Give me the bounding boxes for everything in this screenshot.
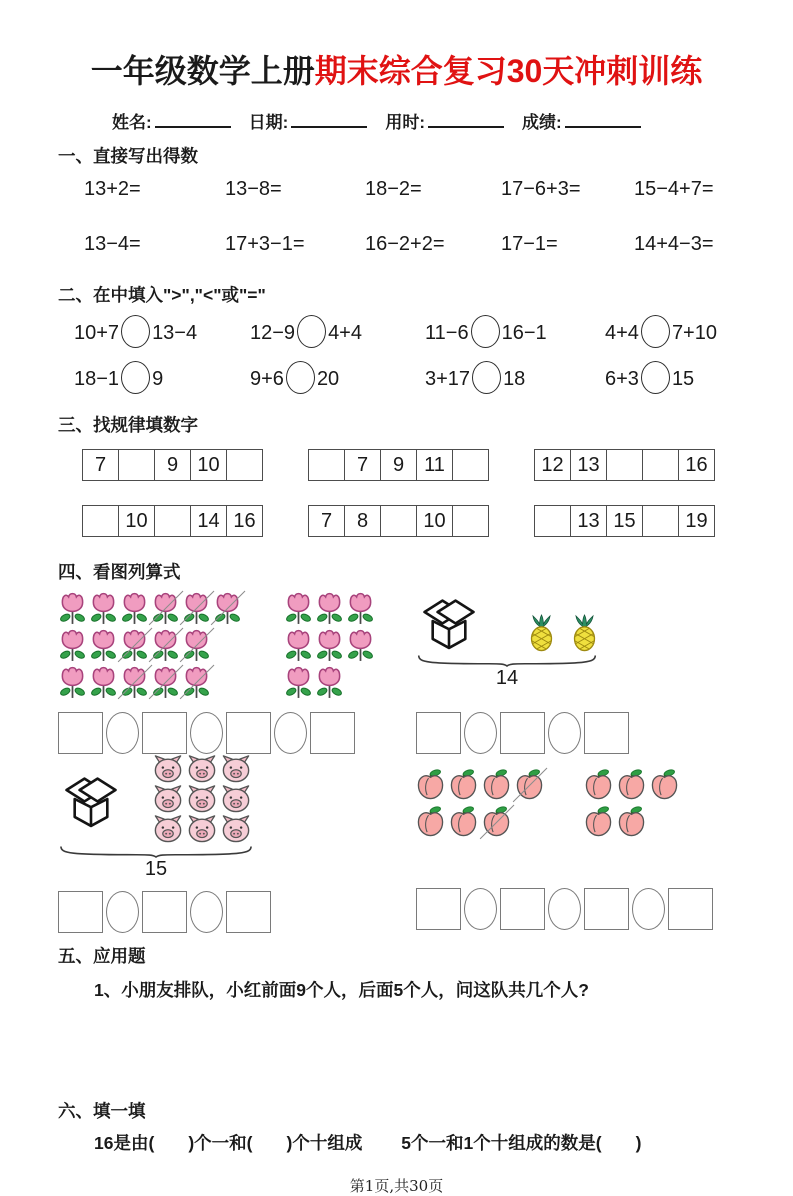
pattern-cell: 7: [309, 506, 345, 537]
peach-row: [416, 805, 544, 838]
info-field-0: [112, 108, 231, 133]
answer-circle[interactable]: [464, 712, 497, 754]
section2-heading: 二、在中填入">","<"或"=": [58, 285, 266, 305]
answer-box[interactable]: [584, 888, 629, 930]
equation-row: [84, 178, 735, 201]
comparison-answer-circle[interactable]: [297, 315, 326, 348]
tulip-icon: [58, 627, 87, 663]
tulip-row: [284, 664, 375, 700]
answer-box[interactable]: [226, 891, 271, 933]
comparison-right-expression: 7+10: [671, 322, 717, 344]
answer-circle[interactable]: [106, 891, 139, 933]
comparison-row: [74, 315, 735, 348]
comparison-item: [425, 361, 605, 394]
tulips-body: [58, 590, 375, 702]
pattern-cell: 9: [155, 450, 191, 481]
tulip-icon: [89, 590, 118, 626]
comparison-right-expression: 4+4: [328, 322, 362, 344]
tulip-row: [58, 664, 242, 700]
tulip-row: [284, 627, 375, 663]
pattern-table-row: [82, 449, 715, 481]
equation: 13+2=: [84, 178, 141, 200]
equation: 17−1=: [501, 233, 558, 255]
peach-icon: [584, 805, 613, 838]
brace-total-label: 14: [495, 667, 519, 689]
pattern-cell: 19: [679, 506, 715, 537]
peach-right-group: [584, 768, 679, 838]
pig-icon: [186, 814, 220, 843]
peach-row: [584, 805, 679, 838]
comparison-item: [250, 315, 425, 348]
pattern-cell-empty[interactable]: [535, 506, 571, 537]
pattern-cell-empty[interactable]: [643, 450, 679, 481]
tulip-icon: [315, 590, 344, 626]
comparison-right-expression: 13−4: [152, 322, 198, 344]
peach-groups: [416, 768, 679, 838]
tulip-icon: [151, 664, 180, 700]
figure-tulips: [58, 590, 388, 754]
comparison-right-expression: 20: [316, 368, 340, 390]
info-blank[interactable]: [291, 110, 367, 128]
peach-icon: [617, 768, 646, 801]
comparison-right-expression: 15: [671, 368, 695, 390]
peach-icon: [650, 768, 679, 801]
comparison-left-expression: 12−9: [250, 322, 296, 344]
answer-box[interactable]: [584, 712, 629, 754]
pattern-cell: 8: [345, 506, 381, 537]
section6-line: 16是由( )个一和( )个十组成 5个一和1个十组成的数是( ): [94, 1133, 642, 1153]
comparison-answer-circle[interactable]: [641, 315, 670, 348]
equation: 17+3−1=: [225, 233, 305, 255]
section1-heading: 一、直接写出得数: [58, 146, 198, 166]
answer-circle[interactable]: [190, 712, 223, 754]
box-icon: [416, 590, 482, 652]
pattern-table: [82, 449, 263, 481]
answer-box[interactable]: [668, 888, 713, 930]
comparison-answer-circle[interactable]: [471, 315, 500, 348]
equation: 15−4+7=: [634, 178, 714, 200]
pattern-cell: 10: [119, 506, 155, 537]
answer-box[interactable]: [310, 712, 355, 754]
page-footer: 第1页,共30页: [349, 1177, 444, 1195]
tulip-right-group: [284, 590, 375, 700]
brace-icon: [416, 654, 598, 666]
answer-circle[interactable]: [190, 891, 223, 933]
tulip-icon: [182, 627, 211, 663]
tulip-icon: [182, 664, 211, 700]
comparison-answer-circle[interactable]: [472, 361, 501, 394]
pattern-cell: 10: [417, 506, 453, 537]
pattern-table: [82, 505, 263, 537]
brace-icon: [58, 845, 254, 857]
tulip-icon: [346, 590, 375, 626]
info-line: [112, 108, 735, 133]
peach-icon: [449, 805, 478, 838]
answer-box[interactable]: [500, 712, 545, 754]
info-label: 用时:: [385, 113, 426, 132]
section5-heading: 五、应用题: [58, 946, 146, 966]
comparison-left-expression: 9+6: [250, 368, 284, 390]
comparison-item: [425, 315, 605, 348]
answer-box[interactable]: [142, 712, 187, 754]
pattern-cell: 7: [83, 450, 119, 481]
pig-icon: [152, 814, 186, 843]
peach-row: [584, 768, 679, 801]
pattern-cell: 13: [571, 506, 607, 537]
peach-icon: [617, 805, 646, 838]
pattern-cell: 7: [345, 450, 381, 481]
pattern-cell: 14: [191, 506, 227, 537]
pattern-table: [308, 505, 489, 537]
info-field-2: [385, 108, 504, 133]
pineapple-icon: [528, 614, 555, 652]
comparison-right-expression: 9: [152, 368, 164, 390]
answer-box[interactable]: [416, 888, 461, 930]
pig-icon: [220, 754, 254, 783]
section3-heading: 三、找规律填数字: [58, 415, 198, 435]
figure-peaches: [416, 754, 735, 933]
info-label: 姓名:: [112, 113, 152, 132]
answer-row: [58, 891, 271, 933]
pattern-cell-empty[interactable]: [453, 506, 489, 537]
equation: 13−8=: [225, 178, 282, 200]
pattern-cell: 13: [571, 450, 607, 481]
peach-icon: [515, 768, 544, 801]
pattern-cell: 12: [535, 450, 571, 481]
pattern-cell-empty[interactable]: [381, 506, 417, 537]
pineapple-icon: [571, 614, 598, 652]
tulip-groups: [58, 590, 375, 700]
answer-box[interactable]: [226, 712, 271, 754]
answer-circle[interactable]: [464, 888, 497, 930]
peach-row: [416, 768, 544, 801]
tulip-icon: [346, 627, 375, 663]
tulip-row: [58, 590, 242, 626]
peaches-body: [416, 754, 679, 878]
peach-icon: [449, 768, 478, 801]
pattern-cell: 10: [191, 450, 227, 481]
comparison-row: [74, 361, 735, 394]
comparison-left-expression: 10+7: [74, 322, 120, 344]
tulip-icon: [89, 664, 118, 700]
section4-figures: [58, 590, 735, 933]
comparison-item: [74, 361, 250, 394]
equation: 18−2=: [365, 178, 422, 200]
comparison-left-expression: 3+17: [425, 368, 471, 390]
peach-icon: [482, 805, 511, 838]
info-field-3: [522, 108, 641, 133]
section5-problem: 1、小朋友排队，小红前面9个人，后面5个人，问这队共几个人?: [94, 980, 589, 1000]
peach-left-group: [416, 768, 544, 838]
tulip-icon: [284, 627, 313, 663]
section2-comparisons: [58, 315, 735, 394]
answer-circle[interactable]: [548, 888, 581, 930]
pattern-cell-empty[interactable]: [227, 450, 263, 481]
tulip-icon: [151, 627, 180, 663]
info-label: 日期:: [248, 113, 289, 132]
answer-row: [416, 888, 713, 930]
pattern-cell-empty[interactable]: [83, 506, 119, 537]
tulip-icon: [58, 664, 87, 700]
pig-icon: [220, 784, 254, 813]
comparison-right-expression: 18: [503, 368, 526, 390]
pineapples-body: [416, 590, 598, 702]
pattern-cell: 16: [679, 450, 715, 481]
box-icon: [58, 768, 124, 830]
pattern-cell: 9: [381, 450, 417, 481]
peach-icon: [482, 768, 511, 801]
pattern-cell-empty[interactable]: [643, 506, 679, 537]
tulip-icon: [284, 590, 313, 626]
pig-group-line: [58, 754, 254, 843]
comparison-right-expression: 16−1: [501, 322, 547, 344]
tulip-row: [284, 590, 375, 626]
pineapple-group-line: [416, 590, 598, 652]
tulip-icon: [315, 627, 344, 663]
brace-total-label: 15: [144, 858, 168, 880]
answer-circle[interactable]: [548, 712, 581, 754]
equation: 13−4=: [84, 233, 141, 255]
pigs-body: [58, 754, 254, 881]
comparison-left-expression: 11−6: [425, 322, 469, 344]
pattern-table: [308, 449, 489, 481]
pig-grid: [152, 754, 254, 843]
info-blank[interactable]: [565, 110, 641, 128]
braced-group: [58, 754, 254, 881]
comparison-answer-circle[interactable]: [121, 315, 150, 348]
answer-circle[interactable]: [106, 712, 139, 754]
answer-box[interactable]: [500, 888, 545, 930]
pattern-cell-empty[interactable]: [155, 506, 191, 537]
info-label: 成绩:: [522, 113, 562, 132]
pig-icon: [220, 814, 254, 843]
info-blank[interactable]: [428, 110, 504, 128]
comparison-item: [74, 315, 250, 348]
tulip-icon: [213, 590, 242, 626]
tulip-left-group: [58, 590, 242, 700]
section4-heading: 四、看图列算式: [58, 562, 181, 582]
tulip-icon: [89, 627, 118, 663]
comparison-item: [605, 315, 735, 348]
tulip-icon: [151, 590, 180, 626]
answer-circle[interactable]: [274, 712, 307, 754]
section3-pattern-tables: [58, 437, 735, 537]
pattern-cell: 15: [607, 506, 643, 537]
pattern-cell-empty[interactable]: [607, 450, 643, 481]
info-blank[interactable]: [155, 110, 231, 128]
tulip-icon: [120, 590, 149, 626]
title-red-part: 期末综合复习30天冲刺训练: [314, 53, 703, 89]
pig-icon: [186, 784, 220, 813]
figure-pigs: [58, 754, 388, 933]
answer-space: [58, 1002, 735, 1088]
answer-row: [416, 712, 629, 754]
pig-icon: [152, 754, 186, 783]
peach-icon: [416, 805, 445, 838]
tulip-icon: [120, 664, 149, 700]
pig-icon: [186, 754, 220, 783]
tulip-icon: [284, 664, 313, 700]
answer-row: [58, 712, 355, 754]
comparison-item: [250, 361, 425, 394]
pattern-cell-empty[interactable]: [309, 450, 345, 481]
pattern-cell-empty[interactable]: [119, 450, 155, 481]
section1-equations: [58, 178, 735, 256]
info-field-1: [249, 108, 368, 133]
page-title: [58, 46, 735, 92]
pig-icon: [152, 784, 186, 813]
equation-row: [84, 233, 735, 256]
pattern-cell-empty[interactable]: [453, 450, 489, 481]
answer-circle[interactable]: [632, 888, 665, 930]
answer-box[interactable]: [58, 891, 103, 933]
equation: 17−6+3=: [501, 178, 581, 200]
tulip-icon: [120, 627, 149, 663]
answer-box[interactable]: [58, 712, 103, 754]
pineapple-row: [528, 614, 598, 652]
tulip-row: [58, 627, 242, 663]
comparison-answer-circle[interactable]: [641, 361, 670, 394]
comparison-left-expression: 6+3: [605, 368, 639, 390]
section6-heading: 六、填一填: [58, 1101, 146, 1121]
figure-pineapples: [416, 590, 735, 754]
title-black-part: 一年级数学上册: [90, 53, 315, 89]
answer-box[interactable]: [416, 712, 461, 754]
equation: 14+4−3=: [634, 233, 714, 255]
peach-icon: [584, 768, 613, 801]
comparison-left-expression: 4+4: [605, 322, 639, 344]
pattern-table: [534, 505, 715, 537]
braced-group: [416, 590, 598, 690]
equation: 16−2+2=: [365, 233, 445, 255]
comparison-answer-circle[interactable]: [286, 361, 315, 394]
tulip-icon: [182, 590, 211, 626]
pattern-cell: 11: [417, 450, 453, 481]
comparison-answer-circle[interactable]: [121, 361, 150, 394]
pattern-table-row: [82, 505, 715, 537]
comparison-left-expression: 18−1: [74, 368, 120, 390]
pattern-cell: 16: [227, 506, 263, 537]
peach-icon: [416, 768, 445, 801]
answer-box[interactable]: [142, 891, 187, 933]
comparison-item: [605, 361, 735, 394]
tulip-icon: [58, 590, 87, 626]
tulip-icon: [315, 664, 344, 700]
pattern-table: [534, 449, 715, 481]
